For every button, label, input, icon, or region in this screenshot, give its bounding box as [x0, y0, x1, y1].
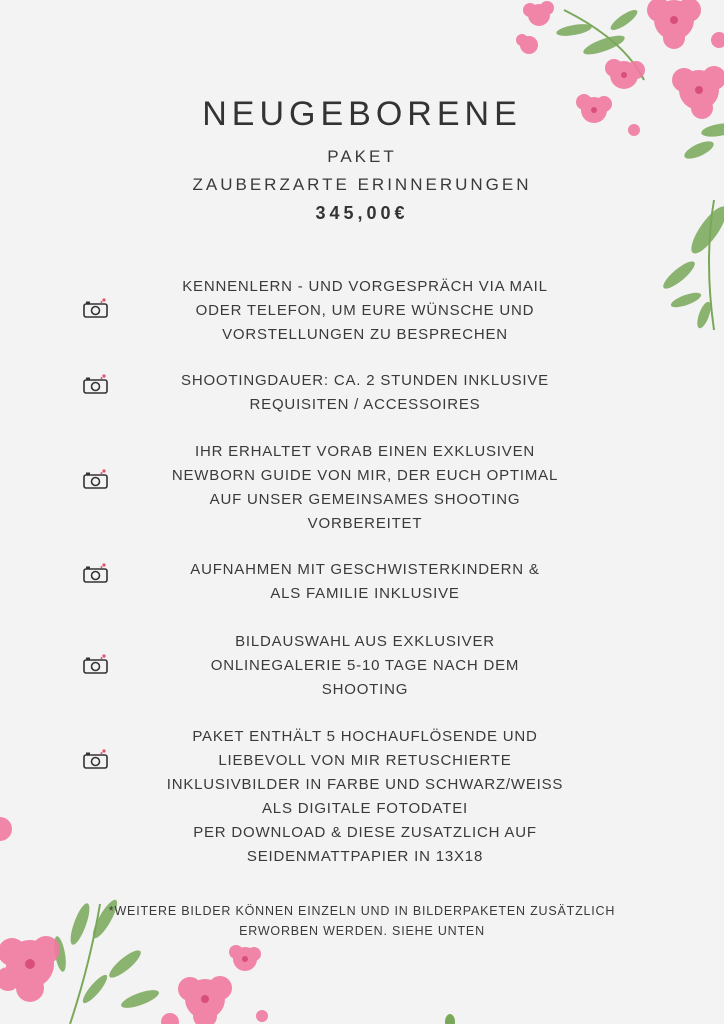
list-item: AUFNAHMEN MIT GESCHWISTERKINDERN & ALS FAMILIE INKLUSIVE	[190, 561, 540, 602]
camera-icon	[82, 373, 110, 395]
list-item: KENNENLERN - UND VORGESPRÄCH VIA MAIL ODER TELEFON, UM EURE WÜNSCHE UND VORSTELLUNGEN ZU BESPRECHEN	[182, 278, 548, 343]
camera-icon	[82, 653, 110, 675]
camera-icon	[82, 748, 110, 770]
list-item: PAKET ENTHÄLT 5 HOCHAUFLÖSENDE UND LIEBEVOLL VON MIR RETUSCHIERTE INKLUSIVBILDER IN FARBE UND SCHWARZ/WEISS ALS DIGITALE FOTODATEI PER DOWNLOAD & DIESE ZUSATZLICH AUF SEIDENMATTPAPIER IN 13X18	[166, 728, 564, 865]
camera-icon	[82, 297, 110, 319]
list-item: SHOOTINGDAUER: CA. 2 STUNDEN INKLUSIVE REQUISITEN / ACCESSOIRES	[181, 372, 549, 413]
camera-icon	[82, 562, 110, 584]
list-item: IHR ERHALTET VORAB EINEN EXKLUSIVEN NEWBORN GUIDE VON MIR, DER EUCH OPTIMAL AUF UNSER GEMEINSAMES SHOOTING VORBEREITET	[171, 443, 559, 532]
footnote: *WEITERE BILDER KÖNNEN EINZELN UND IN BILDERPAKETEN ZUSÄTZLICH ERWORBEN WERDEN. SIEHE UNTEN	[108, 904, 616, 938]
package-price: 345,00€	[315, 203, 409, 223]
list-item: BILDAUSWAHL AUS EXKLUSIVER ONLINEGALERIE 5-10 TAGE NACH DEM SHOOTING	[210, 633, 520, 698]
package-name: ZAUBERZARTE ERINNERUNGEN	[192, 175, 532, 194]
leaf-decoration-bottom	[440, 1010, 460, 1024]
package-label: PAKET	[327, 147, 397, 166]
camera-icon	[82, 468, 110, 490]
page-title: NEUGEBORENE	[202, 95, 522, 133]
